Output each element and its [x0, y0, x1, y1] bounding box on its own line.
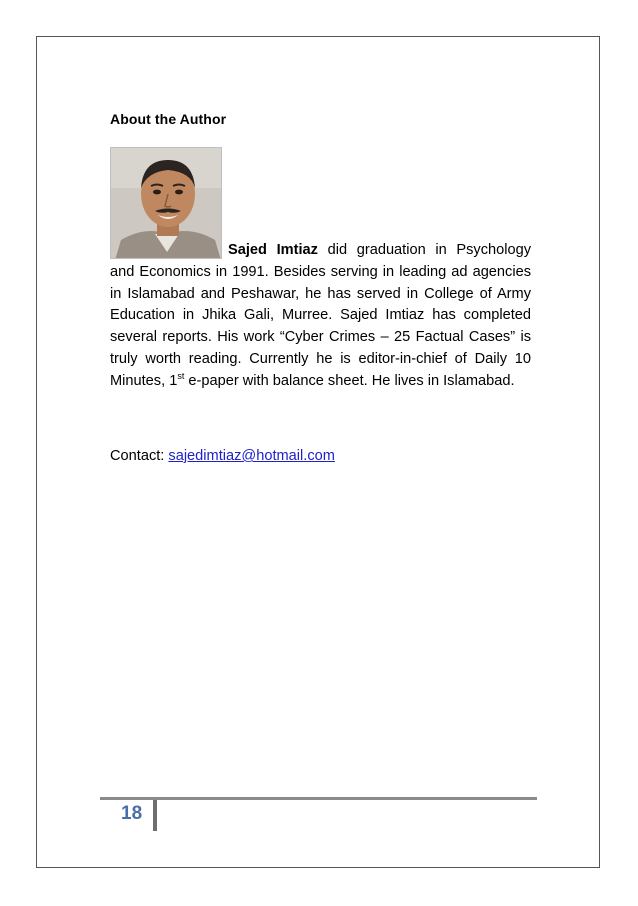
email-link[interactable]: sajedimtiaz@hotmail.com — [168, 448, 335, 464]
page-number-divider — [153, 800, 157, 831]
photo-wrap-spacer — [110, 240, 228, 260]
author-name: Sajed Imtiaz — [228, 242, 318, 258]
footer-rule — [100, 797, 537, 800]
page-number: 18 — [121, 803, 143, 824]
bio-superscript: st — [177, 370, 185, 381]
contact-line — [110, 448, 335, 464]
bio-text-part1: did graduation in Psychology and Economics in 1991. Besides serving in leading ad agencies in Islamabad and Peshawar, he has served in College of Army Education in Jhika Gali, Murree. Sajed Imtiaz has completed several reports. His work “Cyber Crimes – 25 Factual Cases” is truly worth reading. Currently he is editor-in-chief of Daily 10 Minutes, 1 — [110, 242, 531, 389]
bio-text-part2: e-paper with balance sheet. He lives in Islamabad. — [184, 372, 515, 389]
contact-label: Contact: — [110, 448, 169, 464]
section-heading: About the Author — [110, 111, 227, 127]
author-bio — [110, 240, 531, 393]
